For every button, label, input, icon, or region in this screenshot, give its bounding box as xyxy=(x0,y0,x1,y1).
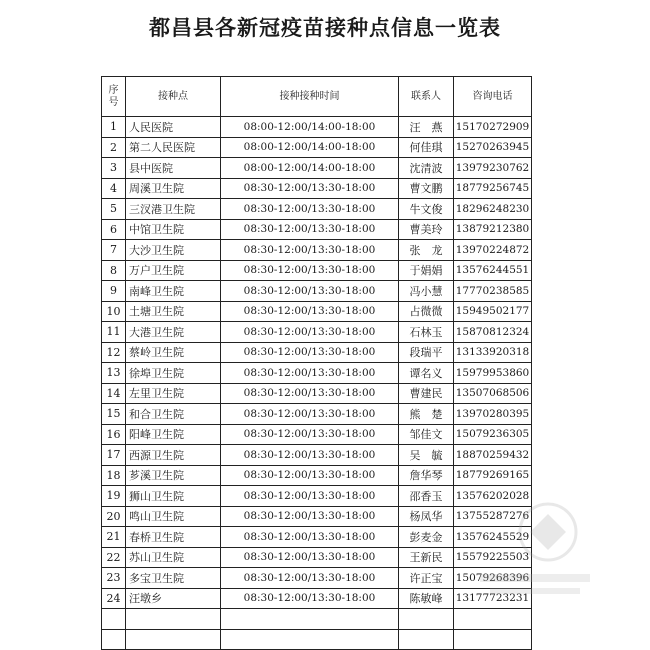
cell-site: 汪墩乡 xyxy=(126,588,221,609)
cell-contact: 石林玉 xyxy=(399,322,454,343)
cell-time: 08:30-12:00/13:30-18:00 xyxy=(221,322,399,343)
table-row xyxy=(102,281,532,302)
cell-contact: 于娟娟 xyxy=(399,260,454,281)
cell-phone: 18779256745 xyxy=(454,178,532,199)
cell-time: 08:30-12:00/13:30-18:00 xyxy=(221,301,399,322)
cell-phone: 13979230762 xyxy=(454,158,532,179)
cell-contact xyxy=(399,629,454,650)
cell-time: 08:30-12:00/13:30-18:00 xyxy=(221,506,399,527)
cell-time: 08:30-12:00/13:30-18:00 xyxy=(221,281,399,302)
cell-site: 大沙卫生院 xyxy=(126,240,221,261)
cell-contact xyxy=(399,609,454,630)
cell-time: 08:30-12:00/13:30-18:00 xyxy=(221,486,399,507)
cell-phone: 15870812324 xyxy=(454,322,532,343)
cell-contact: 许正宝 xyxy=(399,568,454,589)
cell-time: 08:30-12:00/13:30-18:00 xyxy=(221,568,399,589)
cell-no: 7 xyxy=(102,240,126,261)
cell-phone: 13755287276 xyxy=(454,506,532,527)
cell-time: 08:30-12:00/13:30-18:00 xyxy=(221,445,399,466)
table-row xyxy=(102,465,532,486)
cell-phone: 15579225503 xyxy=(454,547,532,568)
cell-site: 西源卫生院 xyxy=(126,445,221,466)
table-row xyxy=(102,117,532,138)
cell-site: 土塘卫生院 xyxy=(126,301,221,322)
table-row xyxy=(102,629,532,650)
header-phone: 咨询电话 xyxy=(454,77,532,117)
cell-site: 芗溪卫生院 xyxy=(126,465,221,486)
cell-no: 3 xyxy=(102,158,126,179)
cell-phone: 13879212380 xyxy=(454,219,532,240)
cell-time: 08:30-12:00/13:30-18:00 xyxy=(221,404,399,425)
header-contact: 联系人 xyxy=(399,77,454,117)
cell-phone: 13177723231 xyxy=(454,588,532,609)
cell-phone: 15979953860 xyxy=(454,363,532,384)
cell-contact: 王新民 xyxy=(399,547,454,568)
cell-site: 和合卫生院 xyxy=(126,404,221,425)
cell-phone: 13576202028 xyxy=(454,486,532,507)
cell-time: 08:30-12:00/13:30-18:00 xyxy=(221,199,399,220)
page-title: 都昌县各新冠疫苗接种点信息一览表 xyxy=(149,16,501,40)
table-row xyxy=(102,301,532,322)
cell-contact: 曹建民 xyxy=(399,383,454,404)
header-no xyxy=(102,77,126,117)
cell-phone: 13970280395 xyxy=(454,404,532,425)
cell-site: 鸣山卫生院 xyxy=(126,506,221,527)
cell-time: 08:30-12:00/13:30-18:00 xyxy=(221,383,399,404)
table-row xyxy=(102,240,532,261)
cell-site: 苏山卫生院 xyxy=(126,547,221,568)
cell-site xyxy=(126,629,221,650)
table-row xyxy=(102,424,532,445)
cell-site: 万户卫生院 xyxy=(126,260,221,281)
cell-time: 08:30-12:00/13:30-18:00 xyxy=(221,465,399,486)
table-row xyxy=(102,383,532,404)
cell-contact: 冯小慧 xyxy=(399,281,454,302)
cell-time: 08:30-12:00/13:30-18:00 xyxy=(221,588,399,609)
vaccination-sites-table xyxy=(101,76,532,650)
cell-time: 08:30-12:00/13:30-18:00 xyxy=(221,547,399,568)
cell-time xyxy=(221,609,399,630)
cell-no: 9 xyxy=(102,281,126,302)
cell-time: 08:30-12:00/13:30-18:00 xyxy=(221,363,399,384)
cell-phone: 13576245529 xyxy=(454,527,532,548)
cell-phone: 15079268396 xyxy=(454,568,532,589)
cell-contact: 汪 燕 xyxy=(399,117,454,138)
cell-site: 春桥卫生院 xyxy=(126,527,221,548)
table-row xyxy=(102,363,532,384)
cell-contact: 陈敏峰 xyxy=(399,588,454,609)
cell-contact: 邵香玉 xyxy=(399,486,454,507)
cell-contact: 牛文俊 xyxy=(399,199,454,220)
table-row xyxy=(102,260,532,281)
table-row xyxy=(102,404,532,425)
cell-time: 08:30-12:00/13:30-18:00 xyxy=(221,424,399,445)
cell-phone: 13133920318 xyxy=(454,342,532,363)
table-row xyxy=(102,568,532,589)
cell-site: 徐埠卫生院 xyxy=(126,363,221,384)
cell-no: 23 xyxy=(102,568,126,589)
header-time: 接种接种时间 xyxy=(221,77,399,117)
cell-time: 08:30-12:00/13:30-18:00 xyxy=(221,178,399,199)
cell-no: 20 xyxy=(102,506,126,527)
cell-site: 蔡岭卫生院 xyxy=(126,342,221,363)
cell-contact: 曹文鹏 xyxy=(399,178,454,199)
cell-no: 10 xyxy=(102,301,126,322)
cell-phone: 15270263945 xyxy=(454,137,532,158)
cell-no: 5 xyxy=(102,199,126,220)
cell-contact: 邹佳文 xyxy=(399,424,454,445)
table-row xyxy=(102,506,532,527)
cell-time: 08:30-12:00/13:30-18:00 xyxy=(221,240,399,261)
cell-site: 中馆卫生院 xyxy=(126,219,221,240)
cell-phone: 18296248230 xyxy=(454,199,532,220)
table-row xyxy=(102,609,532,630)
cell-no: 15 xyxy=(102,404,126,425)
cell-time xyxy=(221,629,399,650)
table-row xyxy=(102,219,532,240)
cell-time: 08:00-12:00/14:00-18:00 xyxy=(221,158,399,179)
table-row xyxy=(102,342,532,363)
cell-no: 19 xyxy=(102,486,126,507)
cell-site: 大港卫生院 xyxy=(126,322,221,343)
table-row xyxy=(102,588,532,609)
cell-no: 11 xyxy=(102,322,126,343)
cell-site: 第二人民医院 xyxy=(126,137,221,158)
cell-site: 南峰卫生院 xyxy=(126,281,221,302)
cell-contact: 沈清波 xyxy=(399,158,454,179)
cell-no: 16 xyxy=(102,424,126,445)
cell-site: 县中医院 xyxy=(126,158,221,179)
table-row xyxy=(102,445,532,466)
cell-no: 21 xyxy=(102,527,126,548)
cell-contact: 占微微 xyxy=(399,301,454,322)
cell-site: 左里卫生院 xyxy=(126,383,221,404)
cell-time: 08:30-12:00/13:30-18:00 xyxy=(221,260,399,281)
cell-phone: 15079236305 xyxy=(454,424,532,445)
cell-phone: 15170272909 xyxy=(454,117,532,138)
cell-site: 三汊港卫生院 xyxy=(126,199,221,220)
cell-phone: 13970224872 xyxy=(454,240,532,261)
cell-no: 2 xyxy=(102,137,126,158)
cell-contact: 詹华琴 xyxy=(399,465,454,486)
table-row xyxy=(102,322,532,343)
cell-no: 6 xyxy=(102,219,126,240)
cell-site: 狮山卫生院 xyxy=(126,486,221,507)
cell-phone: 17770238585 xyxy=(454,281,532,302)
cell-no: 4 xyxy=(102,178,126,199)
table-row xyxy=(102,486,532,507)
cell-site: 多宝卫生院 xyxy=(126,568,221,589)
cell-time: 08:00-12:00/14:00-18:00 xyxy=(221,137,399,158)
cell-contact: 段瑞平 xyxy=(399,342,454,363)
cell-phone xyxy=(454,609,532,630)
cell-phone: 15949502177 xyxy=(454,301,532,322)
cell-time: 08:30-12:00/13:30-18:00 xyxy=(221,219,399,240)
cell-phone: 18870259432 xyxy=(454,445,532,466)
cell-phone: 13507068506 xyxy=(454,383,532,404)
cell-contact: 谭名义 xyxy=(399,363,454,384)
cell-no: 17 xyxy=(102,445,126,466)
cell-contact: 熊 楚 xyxy=(399,404,454,425)
cell-no: 18 xyxy=(102,465,126,486)
cell-contact: 吴 毓 xyxy=(399,445,454,466)
cell-no: 14 xyxy=(102,383,126,404)
table-row xyxy=(102,178,532,199)
table-row xyxy=(102,527,532,548)
cell-contact: 彭麦金 xyxy=(399,527,454,548)
table-row xyxy=(102,199,532,220)
cell-time: 08:00-12:00/14:00-18:00 xyxy=(221,117,399,138)
header-site: 接种点 xyxy=(126,77,221,117)
cell-site: 周溪卫生院 xyxy=(126,178,221,199)
cell-no: 22 xyxy=(102,547,126,568)
cell-no: 13 xyxy=(102,363,126,384)
cell-phone: 18779269165 xyxy=(454,465,532,486)
cell-time: 08:30-12:00/13:30-18:00 xyxy=(221,342,399,363)
cell-phone xyxy=(454,629,532,650)
table-row xyxy=(102,137,532,158)
cell-site xyxy=(126,609,221,630)
table-row xyxy=(102,158,532,179)
cell-contact: 曹美玲 xyxy=(399,219,454,240)
cell-phone: 13576244551 xyxy=(454,260,532,281)
cell-no: 1 xyxy=(102,117,126,138)
cell-no: 12 xyxy=(102,342,126,363)
cell-contact: 何佳琪 xyxy=(399,137,454,158)
cell-site: 阳峰卫生院 xyxy=(126,424,221,445)
cell-no xyxy=(102,609,126,630)
cell-no: 24 xyxy=(102,588,126,609)
cell-contact: 杨凤华 xyxy=(399,506,454,527)
table-header-row xyxy=(102,77,532,117)
cell-contact: 张 龙 xyxy=(399,240,454,261)
header-no-label: 序号 xyxy=(108,84,119,108)
cell-time: 08:30-12:00/13:30-18:00 xyxy=(221,527,399,548)
cell-site: 人民医院 xyxy=(126,117,221,138)
cell-no: 8 xyxy=(102,260,126,281)
cell-no xyxy=(102,629,126,650)
table-row xyxy=(102,547,532,568)
